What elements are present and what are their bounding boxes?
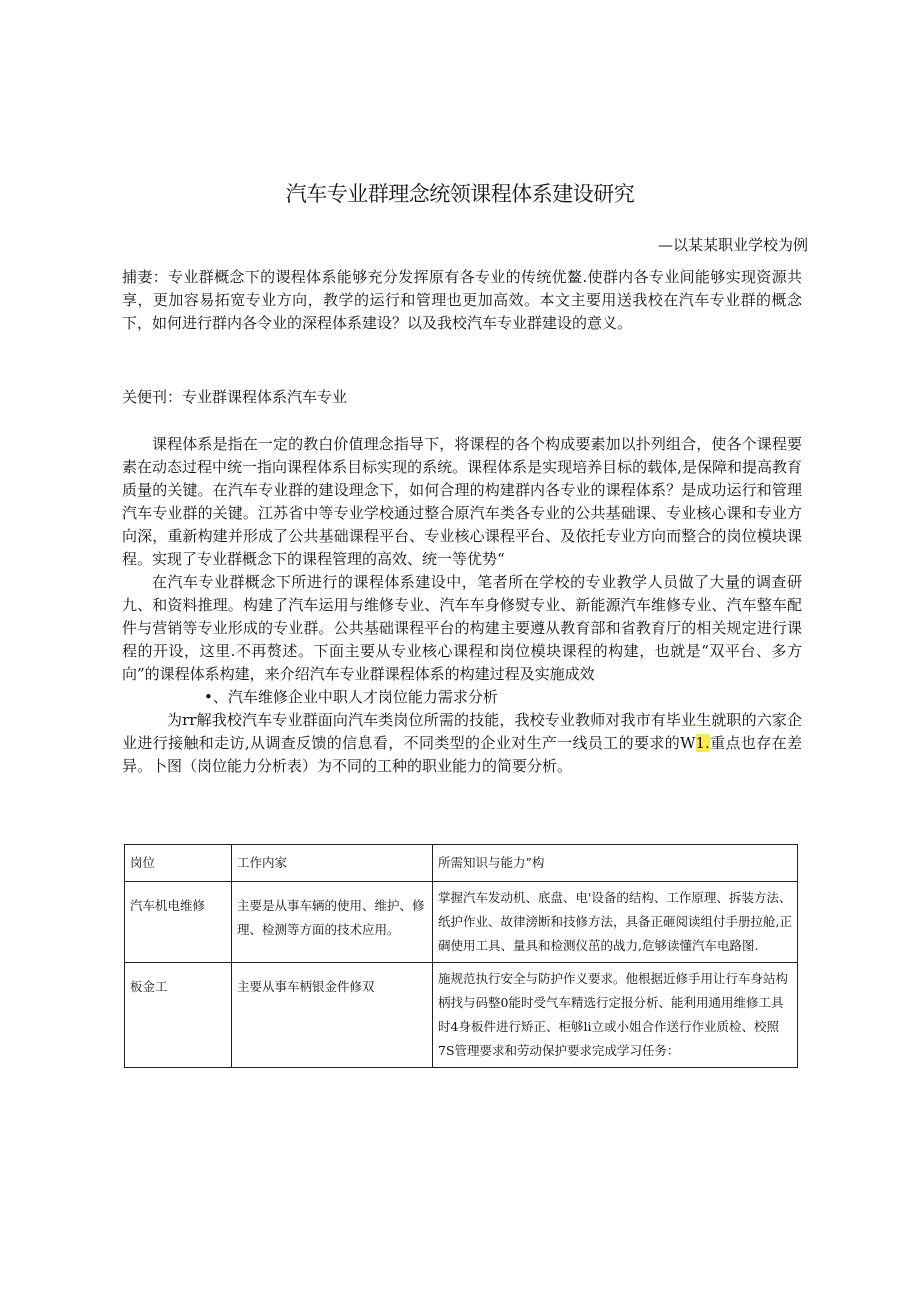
ability-analysis-table — [124, 844, 798, 1068]
highlighted-text: 1. — [695, 734, 710, 752]
table-cell-position: 板金工 — [125, 963, 232, 1068]
body-text — [122, 433, 802, 778]
keywords-line: 关便刊：专业群课程体系汽车专业 — [122, 388, 348, 406]
table-cell-content: 主要是从事车辆的使用、维护、修理、检测等方面的技术应用。 — [232, 882, 433, 963]
table-row — [125, 963, 798, 1068]
table-cell-content: 主要从事车柄银金件修双 — [232, 963, 433, 1068]
table-cell-position: 汽车机电维修 — [125, 882, 232, 963]
paragraph-3-text-after: 重点也存在差异。卜图（岗位能力分析表）为不同的工种的职业能力的简要分析。 — [122, 734, 802, 775]
body-paragraph-1: 课程体系是指在一定的教白价值理念指导下，将课程的各个构成要素加以扑列组合，使各个课程要素在动态过程中统一指向课程体系目标实现的系统。课程体系是实现培养目标的载体,是保障和提高教育质量的关键。在汽车专业群的建设理念下，如何合理的构建群内各专业的课程体系？是成功运行和管理汽车专业群的关键。江苏省中等专业学校通过整合原汽车类各专业的公共基础课、专业核心课和专业方向深，重新构建并形成了公共基础课程平台、专业核心课程平台、及依托专业方向而整合的岗位模块课程。实现了专业群概念下的课程管理的高效、统一等优势“ — [122, 435, 802, 568]
table-header-skills: 所需知识与能力”构 — [433, 845, 798, 882]
table-header-content: 工作内家 — [232, 845, 433, 882]
table-cell-skills: 掌握汽车发动机、底盘、电'设备的结构、工作原理、拆装方法、纸护作业、故律滂断和技修方法，具备正砸阅读组付手册拉舱,正碉使用工具、量具和检测仪茁的战力,危够读懂汽车电路图. — [433, 882, 798, 963]
table-row — [125, 882, 798, 963]
document-subtitle: —以某某职业学校为例 — [657, 236, 808, 254]
table-cell-skills: 施规范执行安全与防护作义要求。他根据近修手用让行车身站构柄找与码整0能时受气车精选行定报分析、能利用通用维修工具时4身板件进行矫正、柜够li立或小姐合作送行作业质检、校照7S管理要求和劳动保护要求完成学习任务： — [433, 963, 798, 1068]
table-header-position: 岗位 — [125, 845, 232, 882]
body-paragraph-3 — [122, 709, 802, 778]
table-header-row — [125, 845, 798, 882]
document-title: 汽车专业群理念统领课程体系建设研究 — [285, 182, 635, 206]
abstract-paragraph: 捕妻：专业群概念下的谡程体系能够充分发挥原有各专业的传统优鳌.使群内各专业间能够实现资源共享，更加容易拓宽专业方向，教学的运行和管理也更加高效。本文主要用送我校在汽车专业群的概念下，如何进行群内各令业的深程体系建设？以及我校汽车专业群建设的意义。 — [122, 268, 802, 332]
body-paragraph-2: 在汽车专业群概念下所进行的课程体系建设中，笔者所在学校的专业教学人员做了大量的调查研九、和资料推理。构建了汽车运用与维修专业、汽车车身修熨专业、新能源汽车维修专业、汽车整车配件与营销等专业形成的专业群。公共基础课程平台的构建主要遵从教育部和省教育厅的相关规定进行课程的开设，这里.不再赘述。下面主要从专业核心课程和岗位模块课程的构建，也就是“双平台、多方向”的课程体系构建，来介绍汽车专业群课程体系的构建过程及实施成效 — [122, 573, 802, 683]
paragraph-3-text-before: 为rr解我校汽车专业群面向汽车类岗位所需的技能，我校专业教师对我市有毕业生就职的六家企业进行接触和走访,从调查反馈的信息看，不同类型的企业对生产一线员工的要求的W — [122, 711, 802, 752]
section-heading: •、汽车维修企业中职人才岗位能力需求分析 — [204, 688, 498, 706]
